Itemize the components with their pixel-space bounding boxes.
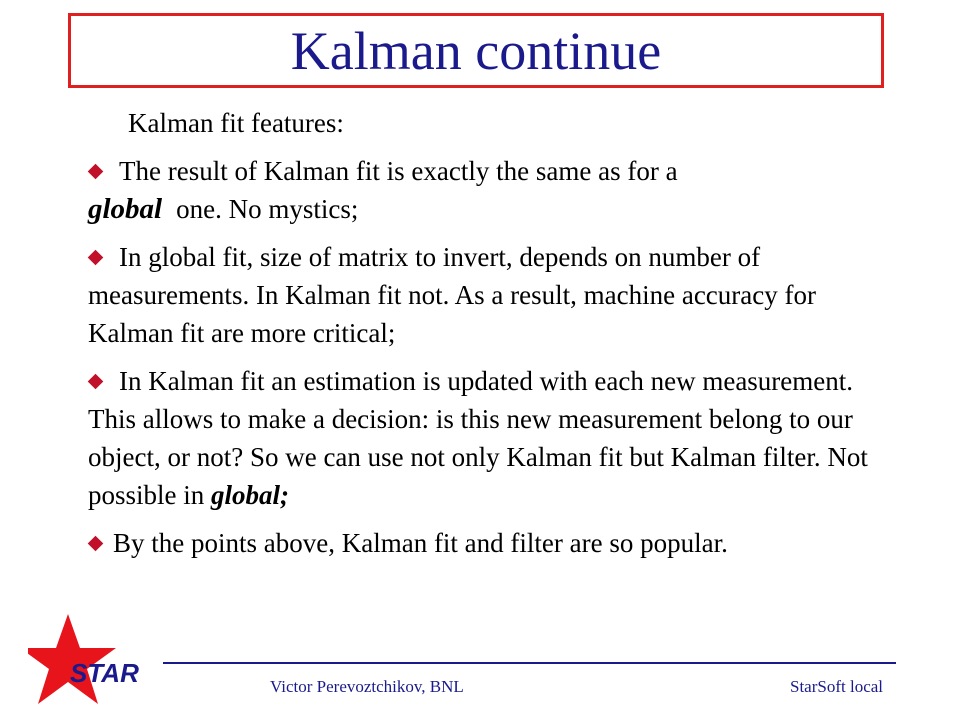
bullet-1-emphasis: global (88, 193, 163, 225)
footer-divider (163, 662, 896, 664)
bullet-1-text-end: one. No mystics; (176, 194, 359, 224)
title-box (68, 13, 884, 88)
bullet-4-text: By the points above, Kalman fit and filter are so popular. (113, 528, 728, 558)
footer-author: Victor Perevoztchikov, BNL (270, 677, 464, 696)
bullet-item-3 (88, 362, 888, 514)
bullet-diamond-icon (88, 374, 104, 390)
bullet-item-4 (88, 524, 888, 562)
bullet-diamond-icon (88, 164, 104, 180)
slide-title: Kalman continue (290, 20, 662, 81)
bullet-item-2 (88, 238, 888, 352)
bullet-1-text: The result of Kalman fit is exactly the same as for a (119, 156, 678, 186)
bullet-item-1 (88, 152, 888, 228)
bullet-diamond-icon (88, 536, 104, 552)
bullet-3-emphasis: global; (211, 480, 290, 510)
footer-place: StarSoft local (790, 677, 884, 696)
bullet-diamond-icon (88, 250, 104, 266)
intro-text: Kalman fit features: (128, 108, 344, 138)
bullet-2-text: In global fit, size of matrix to invert, depends on number of measurements. In Kalman fit not. As a result, machine accuracy for Kalman fit are more critical; (88, 242, 816, 348)
slide-content (88, 104, 888, 572)
bullet-3-text: In Kalman fit an estimation is updated with each new measurement. This allows to make a decision: is this new measurement belong to our object, or not? So we can use not only Kalman fit but Kalman filter. Not possible in (88, 366, 868, 510)
logo-text: STAR (70, 658, 139, 688)
